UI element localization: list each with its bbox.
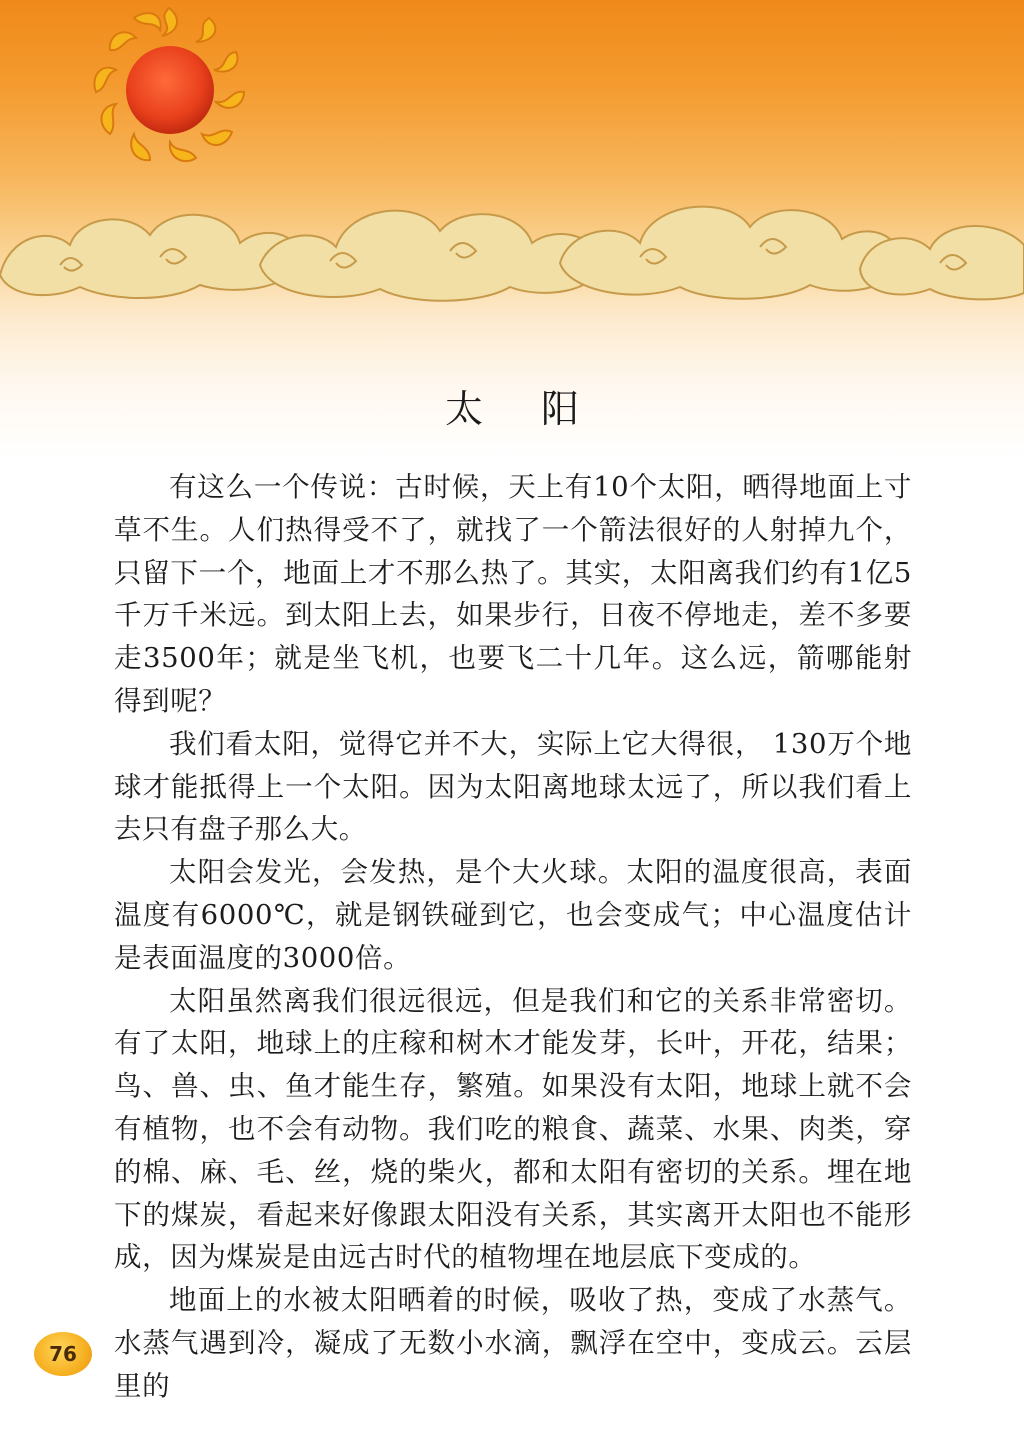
sun-disk — [126, 46, 214, 134]
paragraph: 太阳会发光，会发热，是个大火球。太阳的温度很高，表面温度有6000℃，就是钢铁碰到它，也会变成气；中心温度估计是表面温度的3000倍。 — [114, 856, 912, 974]
page-title: 太阳 — [444, 387, 637, 431]
article-body — [114, 466, 912, 1408]
paragraph: 太阳虽然离我们很远很远，但是我们和它的关系非常密切。有了太阳，地球上的庄稼和树木才能发芽，长叶，开花，结果；鸟、兽、虫、鱼才能生存，繁殖。如果没有太阳，地球上就不会有植物，也不会有动物。我们吃的粮食、蔬菜、水果、肉类，穿的棉、麻、毛、丝，烧的柴火，都和太阳有密切的关系。埋在地下的煤炭，看起来好像跟太阳没有关系，其实离开太阳也不能形成，因为煤炭是由远古时代的植物埋在地层底下变成的。 — [114, 984, 912, 1274]
page-number-badge — [34, 1332, 92, 1376]
sun-illustration — [84, 0, 254, 170]
paragraph: 有这么一个传说：古时候，天上有10个太阳，晒得地面上寸草不生。人们热得受不了，就找了一个箭法很好的人射掉九个，只留下一个，地面上才不那么热了。其实，太阳离我们约有1亿5千万千米远。到太阳上去，如果步行，日夜不停地走，差不多要走3500年；就是坐飞机，也要飞二十几年。这么远，箭哪能射得到呢？ — [114, 471, 912, 717]
decorative-clouds — [0, 165, 1024, 315]
page-number: 76 — [49, 1342, 77, 1366]
paragraph: 地面上的水被太阳晒着的时候，吸收了热，变成了水蒸气。水蒸气遇到冷，凝成了无数小水滴，飘浮在空中，变成云。云层里的 — [114, 1284, 912, 1402]
paragraph: 我们看太阳，觉得它并不大，实际上它大得很， 130万个地球才能抵得上一个太阳。因为太阳离地球太远了，所以我们看上去只有盘子那么大。 — [114, 727, 912, 846]
